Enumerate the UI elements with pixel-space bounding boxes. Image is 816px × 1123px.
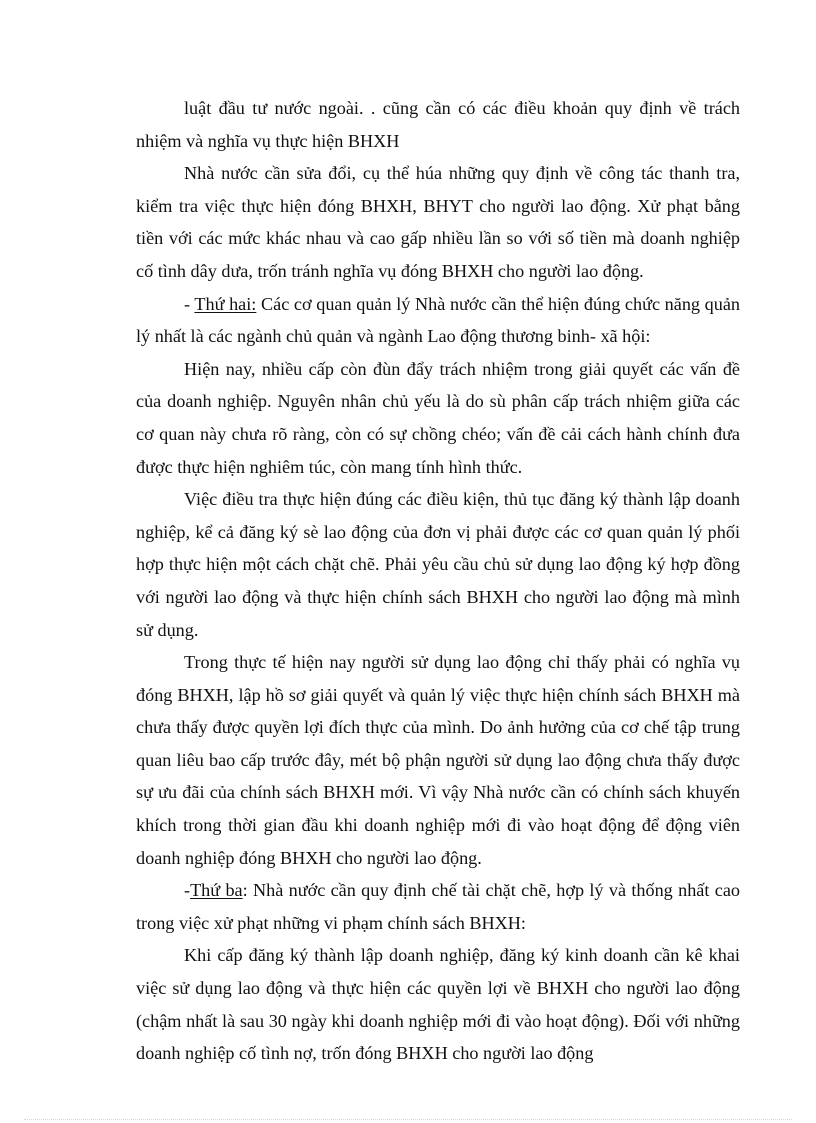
- heading-thu-hai: Thứ hai:: [194, 293, 257, 314]
- paragraph-7-thu-ba: [136, 874, 740, 939]
- heading-thu-ba: Thứ ba: [190, 880, 243, 901]
- paragraph-7-text: : Nhà nước cần quy định chế tài chặt chẽ, hợp lý và thống nhất cao trong việc xử phạt những vi phạm chính sách BHXH:: [136, 880, 740, 933]
- paragraph-3-thu-hai: [136, 288, 740, 353]
- paragraph-2: Nhà nước cần sửa đổi, cụ thể húa những quy định về công tác thanh tra, kiểm tra việc thực hiện đóng BHXH, BHYT cho người lao động. Xử phạt bằng tiền với các mức khác nhau và cao gấp nhiều lần so với số tiền mà doanh nghiệp cố tình dây dưa, trốn tránh nghĩa vụ đóng BHXH cho người lao động.: [136, 163, 740, 281]
- list-dash: -: [184, 880, 191, 901]
- page-bottom-border: [24, 1119, 792, 1120]
- paragraph-3-text: Các cơ quan quản lý Nhà nước cần thể hiện đúng chức năng quản lý nhất là các ngành chủ quản và ngành Lao động thương binh- xã hội:: [136, 293, 740, 347]
- paragraph-1: luật đầu tư nước ngoài. . cũng cần có các điều khoản quy định về trách nhiệm và nghĩa vụ thực hiện BHXH: [136, 98, 740, 151]
- list-dash: -: [184, 293, 195, 314]
- document-body: [136, 92, 740, 1070]
- paragraph-4: Hiện nay, nhiều cấp còn đùn đẩy trách nhiệm trong giải quyết các vấn đề của doanh nghiệp. Nguyên nhân chủ yếu là do sù phân cấp trách nhiệm giữa các cơ quan này chưa rõ ràng, còn có sự chồng chéo; vấn đề cải cách hành chính đưa được thực hiện nghiêm túc, còn mang tính hình thức.: [136, 358, 740, 477]
- paragraph-6: Trong thực tế hiện nay người sử dụng lao động chỉ thấy phải có nghĩa vụ đóng BHXH, lập hồ sơ giải quyết và quản lý việc thực hiện chính sách BHXH mà chưa thấy được quyền lợi đích thực của mình. Do ảnh hưởng của cơ chế tập trung quan liêu bao cấp trước đây, mét bộ phận người sử dụng lao động chưa thấy được sự ưu đãi của chính sách BHXH mới. Vì vậy Nhà nước cần có chính sách khuyến khích trong thời gian đầu khi doanh nghiệp mới đi vào hoạt động để động viên doanh nghiệp đóng BHXH cho người lao động.: [136, 652, 740, 868]
- paragraph-5: Việc điều tra thực hiện đúng các điều kiện, thủ tục đăng ký thành lập doanh nghiệp, kể cả đăng ký sè lao động của đơn vị phải được các cơ quan quản lý phối hợp thực hiện một cách chặt chẽ. Phải yêu cầu chủ sử dụng lao động ký hợp đồng với người lao động và thực hiện chính sách BHXH cho người lao động mà mình sử dụng.: [136, 489, 740, 640]
- paragraph-8: Khi cấp đăng ký thành lập doanh nghiệp, đăng ký kinh doanh cần kê khai việc sử dụng lao động và thực hiện các quyền lợi về BHXH cho người lao động (chậm nhất là sau 30 ngày khi doanh nghiệp mới đi vào hoạt động). Đối với những doanh nghiệp cố tình nợ, trốn đóng BHXH cho người lao động: [136, 945, 740, 1064]
